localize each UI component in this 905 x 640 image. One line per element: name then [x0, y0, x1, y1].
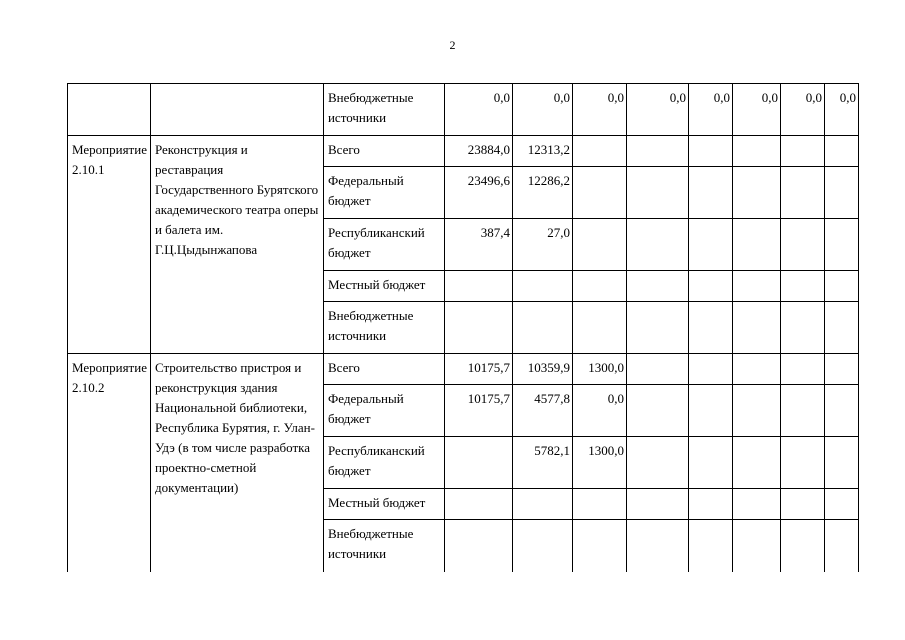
funding-source-cell: Внебюджетные источники [323, 84, 444, 136]
value-cell [444, 520, 512, 572]
funding-source-cell: Местный бюджет [323, 271, 444, 302]
funding-source-cell: Внебюджетные источники [323, 520, 444, 572]
value-cell [626, 302, 688, 354]
value-cell [732, 354, 780, 385]
value-cell [444, 489, 512, 520]
value-cell [780, 167, 824, 219]
value-cell: 5782,1 [512, 437, 572, 489]
value-cell: 0,0 [824, 84, 858, 136]
value-cell [732, 136, 780, 167]
value-cell: 10359,9 [512, 354, 572, 385]
funding-source-cell: Республиканский бюджет [323, 437, 444, 489]
value-cell [824, 167, 858, 219]
value-cell [572, 489, 626, 520]
funding-source-cell: Республиканский бюджет [323, 219, 444, 271]
value-cell [572, 167, 626, 219]
value-cell [626, 167, 688, 219]
value-cell [626, 385, 688, 437]
value-cell [732, 302, 780, 354]
funding-source-cell: Местный бюджет [323, 489, 444, 520]
value-cell [824, 271, 858, 302]
value-cell [824, 520, 858, 572]
value-cell [512, 271, 572, 302]
value-cell [512, 520, 572, 572]
value-cell [688, 219, 732, 271]
item-code-cell [68, 84, 151, 136]
value-cell [626, 489, 688, 520]
value-cell [780, 302, 824, 354]
table-row [68, 136, 859, 167]
value-cell: 27,0 [512, 219, 572, 271]
value-cell [688, 354, 732, 385]
value-cell [824, 219, 858, 271]
value-cell [626, 219, 688, 271]
value-cell [688, 437, 732, 489]
value-cell [780, 437, 824, 489]
value-cell [512, 489, 572, 520]
value-cell [780, 489, 824, 520]
value-cell [688, 489, 732, 520]
value-cell: 387,4 [444, 219, 512, 271]
value-cell [732, 167, 780, 219]
item-name-cell: Строительство пристроя и реконструкция здания Национальной библиотеки, Республика Бурятия, г. Улан-Удэ (в том числе разработка проектно-сметной документации) [150, 354, 323, 572]
value-cell: 12313,2 [512, 136, 572, 167]
value-cell [444, 271, 512, 302]
value-cell [688, 271, 732, 302]
value-cell [688, 167, 732, 219]
value-cell [732, 520, 780, 572]
item-name-cell [150, 84, 323, 136]
funding-source-cell: Всего [323, 136, 444, 167]
value-cell [824, 302, 858, 354]
value-cell [512, 302, 572, 354]
value-cell: 0,0 [444, 84, 512, 136]
value-cell [626, 271, 688, 302]
table-body [68, 84, 859, 572]
value-cell [688, 302, 732, 354]
value-cell: 0,0 [732, 84, 780, 136]
value-cell: 1300,0 [572, 437, 626, 489]
value-cell [780, 520, 824, 572]
value-cell [572, 271, 626, 302]
value-cell [626, 354, 688, 385]
value-cell: 0,0 [572, 84, 626, 136]
value-cell [572, 219, 626, 271]
value-cell: 0,0 [572, 385, 626, 437]
funding-source-cell: Федеральный бюджет [323, 385, 444, 437]
funding-source-cell: Всего [323, 354, 444, 385]
value-cell [732, 219, 780, 271]
value-cell: 1300,0 [572, 354, 626, 385]
value-cell [688, 136, 732, 167]
budget-table [67, 83, 859, 572]
value-cell [572, 302, 626, 354]
funding-source-cell: Федеральный бюджет [323, 167, 444, 219]
value-cell [572, 520, 626, 572]
value-cell [444, 437, 512, 489]
value-cell: 0,0 [512, 84, 572, 136]
value-cell [824, 136, 858, 167]
value-cell: 4577,8 [512, 385, 572, 437]
value-cell [824, 489, 858, 520]
value-cell: 0,0 [688, 84, 732, 136]
page-number: 2 [449, 38, 456, 52]
value-cell [688, 520, 732, 572]
value-cell [780, 219, 824, 271]
value-cell [824, 354, 858, 385]
item-name-cell: Реконструкция и реставрация Государственного Бурятского академического театра оперы и балета им. Г.Ц.Цыдынжапова [150, 136, 323, 354]
table-row [68, 84, 859, 136]
table-row [68, 354, 859, 385]
item-code-cell: Мероприятие 2.10.1 [68, 136, 151, 354]
value-cell: 23496,6 [444, 167, 512, 219]
value-cell [626, 136, 688, 167]
value-cell [732, 489, 780, 520]
value-cell: 12286,2 [512, 167, 572, 219]
value-cell: 23884,0 [444, 136, 512, 167]
value-cell [824, 385, 858, 437]
value-cell: 0,0 [780, 84, 824, 136]
item-code-cell: Мероприятие 2.10.2 [68, 354, 151, 572]
value-cell: 0,0 [626, 84, 688, 136]
value-cell [732, 385, 780, 437]
value-cell [626, 437, 688, 489]
value-cell [572, 136, 626, 167]
value-cell [688, 385, 732, 437]
value-cell [780, 354, 824, 385]
value-cell [780, 136, 824, 167]
value-cell [780, 271, 824, 302]
value-cell [824, 437, 858, 489]
value-cell [626, 520, 688, 572]
value-cell [780, 385, 824, 437]
value-cell: 10175,7 [444, 385, 512, 437]
value-cell [732, 437, 780, 489]
value-cell [732, 271, 780, 302]
value-cell: 10175,7 [444, 354, 512, 385]
value-cell [444, 302, 512, 354]
funding-source-cell: Внебюджетные источники [323, 302, 444, 354]
